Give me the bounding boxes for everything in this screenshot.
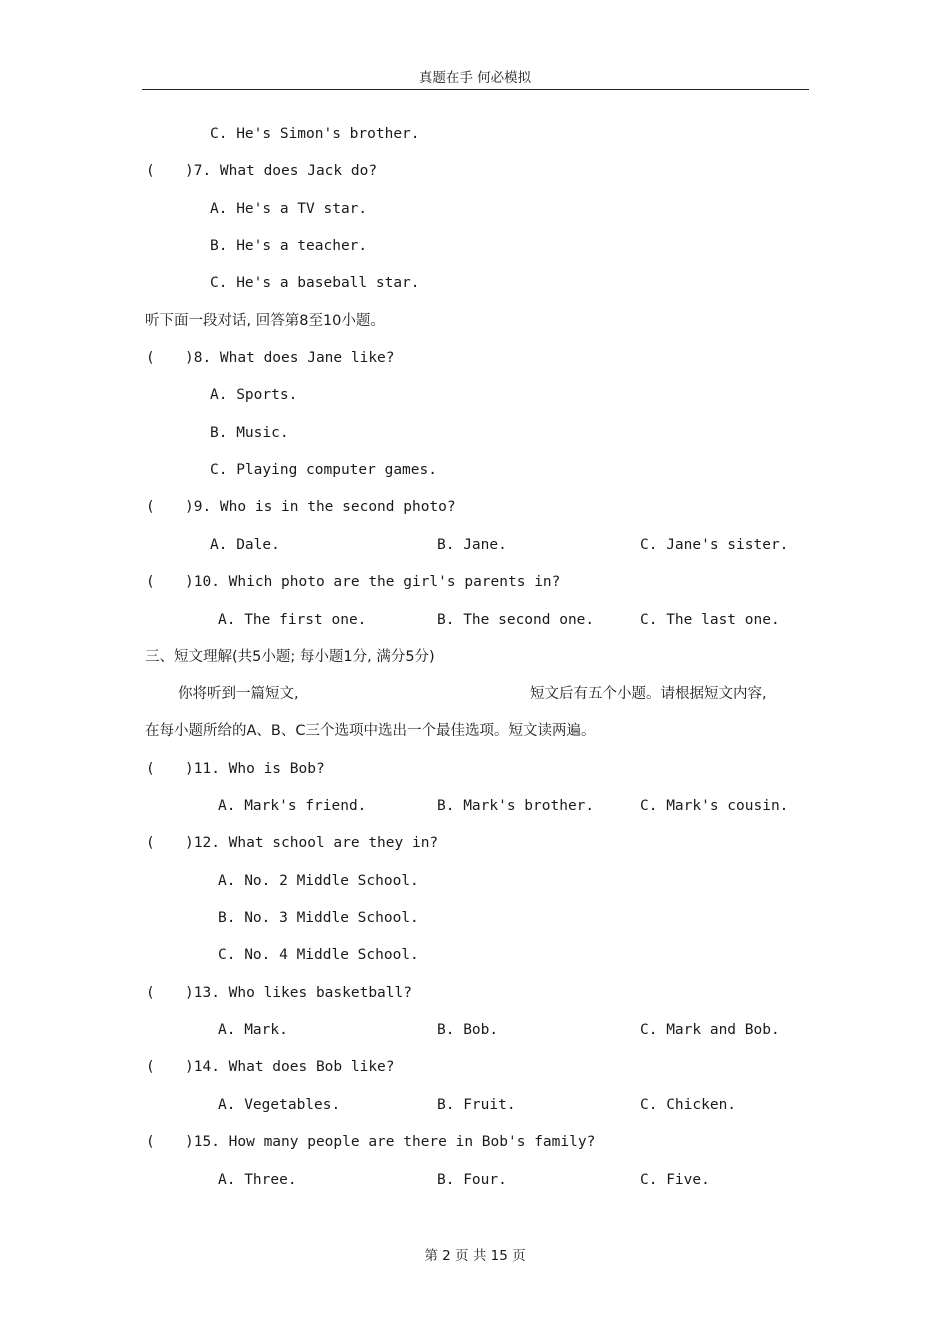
q9-stem: )9. Who is in the second photo?: [185, 499, 456, 515]
q7-stem: )7. What does Jack do?: [185, 163, 378, 179]
q14-option-a: A. Vegetables.: [218, 1097, 341, 1113]
q14-option-b: B. Fruit.: [437, 1097, 516, 1113]
q14-stem: )14. What does Bob like?: [185, 1059, 395, 1075]
q15-stem: )15. How many people are there in Bob's family?: [185, 1134, 596, 1150]
q13-option-c: C. Mark and Bob.: [640, 1022, 780, 1038]
q12-option-a: A. No. 2 Middle School.: [218, 873, 419, 889]
q15-answer-bracket[interactable]: (: [146, 1134, 155, 1150]
q12-option-c: C. No. 4 Middle School.: [218, 947, 419, 963]
q15-option-c: C. Five.: [640, 1172, 710, 1188]
header-rule: [142, 89, 809, 90]
q8-option-b: B. Music.: [210, 425, 289, 441]
q8-stem: )8. What does Jane like?: [185, 350, 395, 366]
q7-option-b: B. He's a teacher.: [210, 238, 368, 254]
q10-option-c: C. The last one.: [640, 612, 780, 628]
q11-option-b: B. Mark's brother.: [437, 798, 595, 814]
section3-intro-part1: 你将听到一篇短文,: [178, 686, 299, 702]
q15-option-a: A. Three.: [218, 1172, 297, 1188]
q13-stem: )13. Who likes basketball?: [185, 985, 412, 1001]
page-header-title: 真题在手 何必模拟: [418, 70, 532, 86]
q12-option-b: B. No. 3 Middle School.: [218, 910, 419, 926]
q9-option-a: A. Dale.: [210, 537, 280, 553]
q11-stem: )11. Who is Bob?: [185, 761, 325, 777]
q7-option-a: A. He's a TV star.: [210, 201, 368, 217]
q11-option-a: A. Mark's friend.: [218, 798, 367, 814]
section3-intro-line2: 在每小题所给的A、B、C三个选项中选出一个最佳选项。短文读两遍。: [145, 723, 596, 739]
q10-stem: )10. Which photo are the girl's parents in?: [185, 574, 561, 590]
q8-option-c: C. Playing computer games.: [210, 462, 437, 478]
q14-option-c: C. Chicken.: [640, 1097, 737, 1113]
q13-answer-bracket[interactable]: (: [146, 985, 155, 1001]
instruction-8-10: 听下面一段对话, 回答第8至10小题。: [145, 313, 385, 329]
q10-option-b: B. The second one.: [437, 612, 595, 628]
q14-answer-bracket[interactable]: (: [146, 1059, 155, 1075]
q8-answer-bracket[interactable]: (: [146, 350, 155, 366]
q9-option-b: B. Jane.: [437, 537, 507, 553]
q7-option-c: C. He's a baseball star.: [210, 275, 420, 291]
q10-option-a: A. The first one.: [218, 612, 367, 628]
q12-stem: )12. What school are they in?: [185, 835, 439, 851]
q8-option-a: A. Sports.: [210, 387, 298, 403]
page-footer-number: 第 2 页 共 15 页: [424, 1248, 526, 1264]
q15-option-b: B. Four.: [437, 1172, 507, 1188]
q9-option-c: C. Jane's sister.: [640, 537, 789, 553]
q11-option-c: C. Mark's cousin.: [640, 798, 789, 814]
q11-answer-bracket[interactable]: (: [146, 761, 155, 777]
section3-heading: 三、短文理解(共5小题; 每小题1分, 满分5分): [145, 649, 435, 665]
q9-answer-bracket[interactable]: (: [146, 499, 155, 515]
q10-answer-bracket[interactable]: (: [146, 574, 155, 590]
q12-answer-bracket[interactable]: (: [146, 835, 155, 851]
q6-option-c: C. He's Simon's brother.: [210, 126, 420, 142]
section3-intro-part2: 短文后有五个小题。请根据短文内容,: [530, 686, 767, 702]
q13-option-a: A. Mark.: [218, 1022, 288, 1038]
q7-answer-bracket[interactable]: (: [146, 163, 155, 179]
q13-option-b: B. Bob.: [437, 1022, 499, 1038]
